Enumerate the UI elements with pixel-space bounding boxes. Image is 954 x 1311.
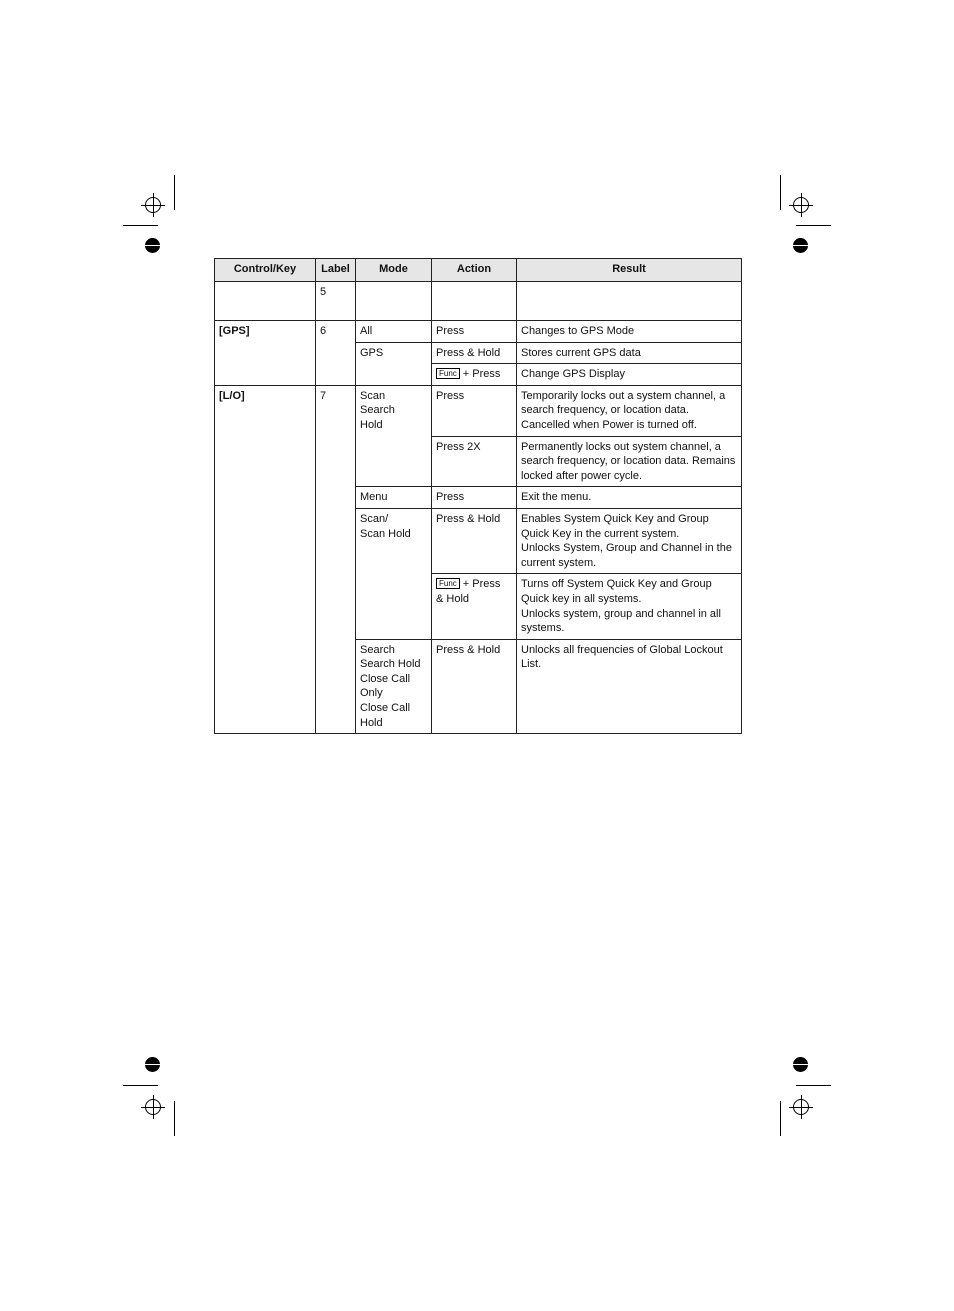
cell-mode: Scan/ Scan Hold (356, 508, 432, 639)
cell-result: Exit the menu. (517, 487, 742, 509)
header-action: Action (432, 259, 517, 282)
cell-action: Press & Hold (432, 342, 517, 364)
cell-result: Change GPS Display (517, 364, 742, 386)
cell-control-key (215, 282, 316, 321)
registration-dot-icon (793, 1057, 808, 1072)
header-control-key: Control/Key (215, 259, 316, 282)
cell-mode: GPS (356, 342, 432, 385)
cell-mode: Scan Search Hold (356, 385, 432, 487)
table-row (215, 321, 742, 343)
cell-result: Enables System Quick Key and Group Quick Key in the current system. Unlocks System, Group and Channel in the current system. (517, 508, 742, 573)
cell-action (432, 282, 517, 321)
header-mode: Mode (356, 259, 432, 282)
cell-action: Press 2X (432, 436, 517, 487)
cell-action: Press (432, 321, 517, 343)
func-key-icon: Func (436, 368, 460, 379)
crop-line-top-right-h (796, 225, 831, 226)
cell-result: Permanently locks out system channel, a search frequency, or location data. Remains locked after power cycle. (517, 436, 742, 487)
header-label: Label (316, 259, 356, 282)
cell-mode: Menu (356, 487, 432, 509)
cell-result (517, 282, 742, 321)
table-row (215, 282, 742, 321)
registration-dot-icon (145, 1057, 160, 1072)
registration-target-icon (145, 197, 161, 213)
table-row (215, 385, 742, 436)
crop-line-top-left-h (123, 225, 158, 226)
registration-dot-icon (145, 238, 160, 253)
action-suffix: + Press (462, 368, 501, 381)
cell-action: Press (432, 385, 517, 436)
cell-action: Press & Hold (432, 508, 517, 573)
cell-result: Changes to GPS Mode (517, 321, 742, 343)
cell-action: Press & Hold (432, 639, 517, 734)
crop-line-top-left (174, 175, 175, 210)
registration-target-icon (793, 1099, 809, 1115)
registration-target-icon (145, 1099, 161, 1115)
cell-label: 6 (316, 321, 356, 386)
crop-line-bottom-left (174, 1101, 175, 1136)
func-key-icon: Func (436, 578, 460, 589)
cell-result: Unlocks all frequencies of Global Lockout List. (517, 639, 742, 734)
crop-line-bottom-right (780, 1101, 781, 1136)
registration-dot-icon (793, 238, 808, 253)
cell-action (432, 574, 517, 639)
crop-line-bottom-left-h (123, 1085, 158, 1086)
cell-mode: Search Search Hold Close Call Only Close Call Hold (356, 639, 432, 734)
registration-target-icon (793, 197, 809, 213)
cell-result: Stores current GPS data (517, 342, 742, 364)
cell-label: 7 (316, 385, 356, 733)
cell-action: Press (432, 487, 517, 509)
table-header-row (215, 259, 742, 282)
cell-result: Temporarily locks out a system channel, a search frequency, or location data. Cancelled when Power is turned off. (517, 385, 742, 436)
cell-label: 5 (316, 282, 356, 321)
cell-control-key-gps: [GPS] (215, 321, 316, 386)
cell-mode (356, 282, 432, 321)
crop-line-top-right (780, 175, 781, 210)
action-suffix: + Press & Hold (436, 578, 501, 605)
header-result: Result (517, 259, 742, 282)
cell-result: Turns off System Quick Key and Group Quick key in all systems. Unlocks system, group and channel in all systems. (517, 574, 742, 639)
cell-mode: All (356, 321, 432, 343)
cell-control-key-lo: [L/O] (215, 385, 316, 733)
cell-action (432, 364, 517, 386)
crop-line-bottom-right-h (796, 1085, 831, 1086)
controls-table (214, 258, 742, 734)
